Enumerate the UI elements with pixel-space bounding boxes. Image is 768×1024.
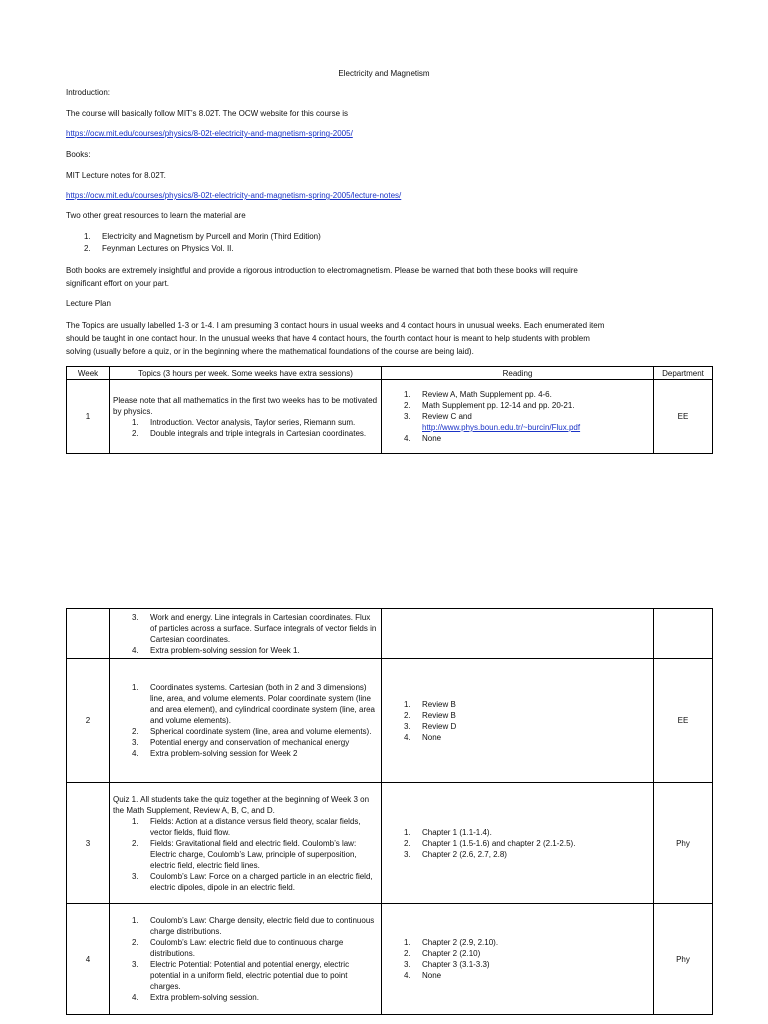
- reading-cell: [382, 609, 654, 659]
- reading-cell: [382, 904, 654, 1015]
- flux-pdf-link[interactable]: http://www.phys.boun.edu.tr/~burcin/Flux.pdf: [422, 423, 581, 432]
- department-cell: EE: [654, 659, 713, 783]
- list-item: 3. Review D: [404, 721, 457, 731]
- list-item: 1. Chapter 1 (1.1-1.4).: [404, 827, 492, 837]
- list-item: 2. Chapter 2 (2.10): [404, 949, 481, 958]
- list-item: 3. Electric Potential: Potential and potential energy, electric potential in a uniform field, electric potential due to point charges.: [132, 960, 350, 991]
- table-row: [67, 609, 713, 659]
- table-row: [67, 380, 713, 454]
- list-item: 4. Extra problem-solving session.: [132, 993, 259, 1002]
- list-item: 3. Chapter 2 (2.6, 2.7, 2.8): [404, 849, 507, 859]
- course-link[interactable]: https://ocw.mit.edu/courses/physics/8-02t-electricity-and-magnetism-spring-2005/: [66, 129, 353, 138]
- table-header-row: [67, 367, 713, 380]
- header-reading: Reading: [382, 367, 654, 380]
- list-item: 4. None: [404, 434, 442, 443]
- quiz-note: Quiz 1. All students take the quiz together at the beginning of Week 3 on the Math Supplement, Review A, B, C, and D.: [113, 794, 370, 815]
- reading-cell: [382, 659, 654, 783]
- lecture-plan-heading: Lecture Plan: [66, 299, 111, 308]
- list-item: 3. Work and energy. Line integrals in Cartesian coordinates. Flux of particles across a surface. Surface integrals of vector fields in Cartesian coordinates.: [132, 612, 377, 644]
- list-item: 2. Review B: [404, 710, 456, 720]
- list-item: 2. Coulomb’s Law: electric field due to continuous charge distributions.: [132, 938, 344, 958]
- books-note-line-1: Both books are extremely insightful and provide a rigorous introduction to electromagnetism. Please be warned that both these books will require: [66, 266, 578, 275]
- header-topics: Topics (3 hours per week. Some weeks have extra sessions): [110, 367, 382, 380]
- header-department: Department: [654, 367, 713, 380]
- list-item: 4. None: [404, 971, 442, 980]
- week-note: Please note that all mathematics in the first two weeks has to be motivated by physics.: [113, 395, 378, 416]
- topics-cell: [110, 380, 382, 454]
- resources-intro: Two other great resources to learn the material are: [66, 211, 246, 220]
- list-item: 1. Review A, Math Supplement pp. 4-6.: [404, 390, 552, 399]
- plan-line-3: solving (usually before a quiz, or in the beginning where the mathematical foundations of the course are being laid).: [66, 347, 474, 356]
- intro-heading: Introduction:: [66, 88, 111, 97]
- lecture-plan-table-2: [66, 608, 713, 1015]
- list-item: 2. Spherical coordinate system (line, area and volume elements).: [132, 727, 372, 736]
- list-item: 2. Double integrals and triple integrals in Cartesian coordinates.: [132, 428, 367, 438]
- list-item: 2. Fields: Gravitational field and electric field. Coulomb’s law: Electric charge, Coulomb’s Law, principle of superposition, electric field, electric field lines.: [132, 838, 357, 870]
- plan-line-1: The Topics are usually labelled 1-3 or 1-4. I am presuming 3 contact hours in usual weeks and 4 contact hours in unusual weeks. Each enumerated item: [66, 321, 605, 330]
- list-item: 3. Coulomb’s Law: Force on a charged particle in an electric field, electric dipoles, dipole in an electric field.: [132, 871, 373, 892]
- list-item: 1. Fields: Action at a distance versus field theory, scalar fields, vector fields, fluid flow.: [132, 816, 361, 837]
- week-cell: 4: [67, 904, 110, 1015]
- topics-cell: [110, 659, 382, 783]
- list-item: 1. Chapter 2 (2.9, 2.10).: [404, 938, 499, 947]
- header-week: Week: [67, 367, 110, 380]
- list-item: 4. Extra problem-solving session for Week 1.: [132, 645, 300, 655]
- department-cell: Phy: [654, 783, 713, 904]
- table-row: [67, 783, 713, 904]
- week-cell: [67, 609, 110, 659]
- reading-cell: [382, 783, 654, 904]
- list-item: 1. Electricity and Magnetism by Purcell and Morin (Third Edition): [84, 232, 321, 241]
- department-cell: EE: [654, 380, 713, 454]
- lecture-notes-text: MIT Lecture notes for 8.02T.: [66, 171, 166, 180]
- list-item: 1. Review B: [404, 699, 456, 709]
- list-item: 1. Coordinates systems. Cartesian (both in 2 and 3 dimensions) line, area, and volume elements. Polar coordinate system (line and area element), and cylindrical coordinate system (line, area and volume elements).: [132, 683, 376, 725]
- books-heading: Books:: [66, 150, 91, 159]
- list-item: 2. Math Supplement pp. 12-14 and pp. 20-21.: [404, 401, 575, 410]
- reading-cell: [382, 380, 654, 454]
- list-item: 4. None: [404, 732, 442, 742]
- list-item: 3. Review C and http://www.phys.boun.edu.tr/~burcin/Flux.pdf: [404, 412, 581, 432]
- week-cell: 1: [67, 380, 110, 454]
- week-cell: 3: [67, 783, 110, 904]
- topics-cell: [110, 904, 382, 1015]
- department-cell: [654, 609, 713, 659]
- books-note-line-2: significant effort on your part.: [66, 279, 170, 288]
- plan-line-2: should be taught in one contact hour. In the unusual weeks that have 4 contact hours, the fourth contact hour is meant to help students with problem: [66, 334, 590, 343]
- week-cell: 2: [67, 659, 110, 783]
- table-row: [67, 659, 713, 783]
- topics-cell: [110, 609, 382, 659]
- list-item: 1. Introduction. Vector analysis, Taylor series, Riemann sum.: [132, 417, 356, 427]
- table-row: [67, 904, 713, 1015]
- intro-text: The course will basically follow MIT’s 8.02T. The OCW website for this course is: [66, 109, 349, 118]
- list-item: 1. Coulomb’s Law: Charge density, electric field due to continuous charge distributions.: [132, 916, 375, 936]
- list-item: 3. Chapter 3 (3.1-3.3): [404, 960, 490, 969]
- lecture-plan-table-1: [66, 366, 713, 454]
- department-cell: Phy: [654, 904, 713, 1015]
- list-item: 2. Chapter 1 (1.5-1.6) and chapter 2 (2.1-2.5).: [404, 838, 576, 848]
- document-title: Electricity and Magnetism: [338, 69, 430, 78]
- resources-list: [84, 231, 321, 254]
- list-item: 4. Extra problem-solving session for Week 2: [132, 749, 298, 758]
- list-item: 3. Potential energy and conservation of mechanical energy: [132, 738, 350, 747]
- lecture-notes-link[interactable]: https://ocw.mit.edu/courses/physics/8-02t-electricity-and-magnetism-spring-2005/lecture-notes/: [66, 191, 402, 200]
- topics-cell: [110, 783, 382, 904]
- list-item: 2. Feynman Lectures on Physics Vol. II.: [84, 243, 234, 253]
